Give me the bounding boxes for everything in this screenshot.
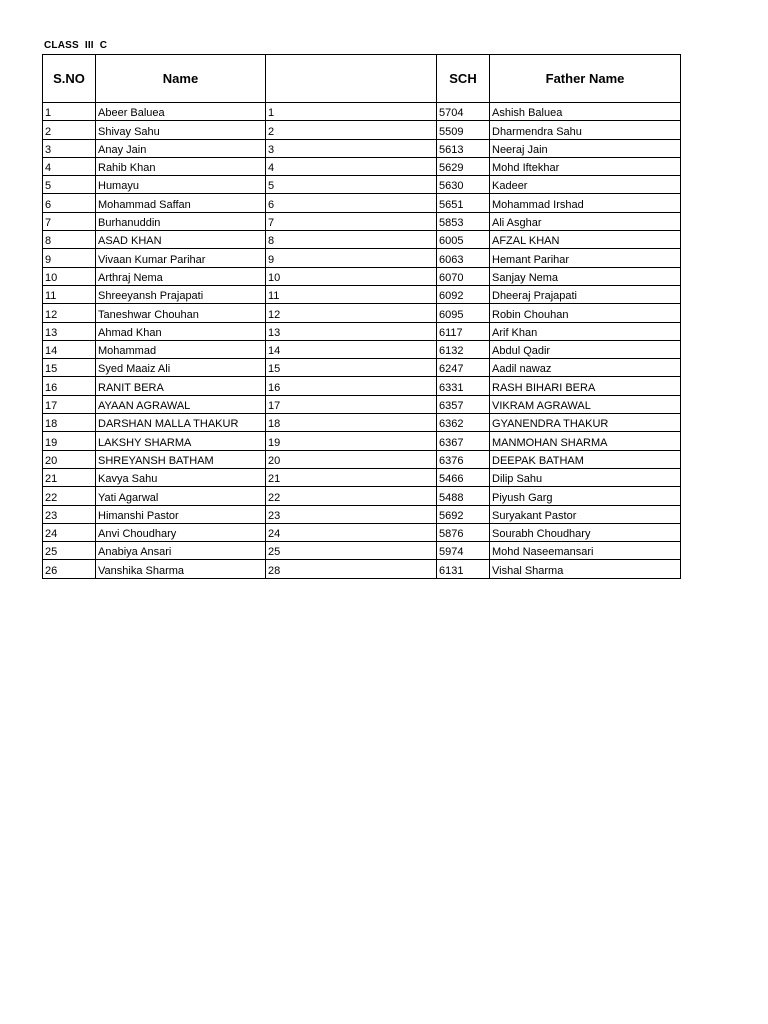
cell-father-name: Aadil nawaz	[490, 359, 681, 377]
cell-student-name: AYAAN AGRAWAL	[96, 395, 266, 413]
table-row	[43, 432, 681, 450]
cell-father-name: AFZAL KHAN	[490, 231, 681, 249]
cell-sch: 5488	[437, 487, 490, 505]
cell-roll: 4	[266, 157, 437, 175]
cell-father-name: Hemant Parihar	[490, 249, 681, 267]
cell-father-name: Mohd Naseemansari	[490, 542, 681, 560]
cell-student-name: Taneshwar Chouhan	[96, 304, 266, 322]
cell-roll: 18	[266, 414, 437, 432]
table-row	[43, 560, 681, 578]
cell-student-name: Vivaan Kumar Parihar	[96, 249, 266, 267]
cell-sno: 22	[43, 487, 96, 505]
cell-father-name: VIKRAM AGRAWAL	[490, 395, 681, 413]
table-row	[43, 304, 681, 322]
table-row	[43, 359, 681, 377]
header-sno: S.NO	[43, 55, 96, 103]
cell-father-name: Sanjay Nema	[490, 267, 681, 285]
cell-student-name: Humayu	[96, 176, 266, 194]
cell-sch: 6132	[437, 340, 490, 358]
cell-sno: 16	[43, 377, 96, 395]
cell-sch: 5466	[437, 468, 490, 486]
cell-roll: 15	[266, 359, 437, 377]
cell-father-name: Abdul Qadir	[490, 340, 681, 358]
cell-sch: 6376	[437, 450, 490, 468]
table-row	[43, 523, 681, 541]
cell-student-name: Abeer Baluea	[96, 103, 266, 121]
cell-sch: 6367	[437, 432, 490, 450]
header-sch: SCH	[437, 55, 490, 103]
cell-father-name: Dheeraj Prajapati	[490, 285, 681, 303]
cell-father-name: Piyush Garg	[490, 487, 681, 505]
cell-sch: 5974	[437, 542, 490, 560]
cell-sno: 7	[43, 212, 96, 230]
cell-sno: 15	[43, 359, 96, 377]
cell-roll: 16	[266, 377, 437, 395]
cell-sch: 5629	[437, 157, 490, 175]
cell-sno: 2	[43, 121, 96, 139]
cell-sno: 26	[43, 560, 96, 578]
cell-sch: 5853	[437, 212, 490, 230]
cell-sch: 5704	[437, 103, 490, 121]
table-row	[43, 212, 681, 230]
table-row	[43, 285, 681, 303]
roster-body	[43, 103, 681, 579]
cell-sch: 6117	[437, 322, 490, 340]
cell-student-name: Arthraj Nema	[96, 267, 266, 285]
cell-sno: 3	[43, 139, 96, 157]
cell-father-name: Ali Asghar	[490, 212, 681, 230]
cell-sch: 5630	[437, 176, 490, 194]
cell-sch: 5509	[437, 121, 490, 139]
cell-student-name: RANIT BERA	[96, 377, 266, 395]
table-row	[43, 414, 681, 432]
cell-sch: 5651	[437, 194, 490, 212]
cell-sno: 12	[43, 304, 96, 322]
cell-sno: 6	[43, 194, 96, 212]
cell-roll: 10	[266, 267, 437, 285]
cell-father-name: Mohd Iftekhar	[490, 157, 681, 175]
table-row	[43, 249, 681, 267]
header-name: Name	[96, 55, 266, 103]
table-row	[43, 121, 681, 139]
cell-sno: 18	[43, 414, 96, 432]
cell-roll: 5	[266, 176, 437, 194]
cell-sch: 6131	[437, 560, 490, 578]
cell-father-name: Robin Chouhan	[490, 304, 681, 322]
cell-sno: 9	[43, 249, 96, 267]
cell-father-name: Kadeer	[490, 176, 681, 194]
table-row	[43, 267, 681, 285]
cell-student-name: Mohammad Saffan	[96, 194, 266, 212]
cell-roll: 28	[266, 560, 437, 578]
cell-father-name: Mohammad Irshad	[490, 194, 681, 212]
cell-father-name: Dilip Sahu	[490, 468, 681, 486]
cell-roll: 9	[266, 249, 437, 267]
header-father-name: Father Name	[490, 55, 681, 103]
cell-sno: 24	[43, 523, 96, 541]
cell-roll: 23	[266, 505, 437, 523]
cell-sno: 10	[43, 267, 96, 285]
cell-sno: 13	[43, 322, 96, 340]
cell-sch: 5692	[437, 505, 490, 523]
cell-father-name: Dharmendra Sahu	[490, 121, 681, 139]
cell-roll: 22	[266, 487, 437, 505]
cell-sno: 5	[43, 176, 96, 194]
cell-father-name: Arif Khan	[490, 322, 681, 340]
cell-sno: 21	[43, 468, 96, 486]
cell-student-name: Himanshi Pastor	[96, 505, 266, 523]
cell-father-name: Suryakant Pastor	[490, 505, 681, 523]
cell-father-name: RASH BIHARI BERA	[490, 377, 681, 395]
cell-sno: 4	[43, 157, 96, 175]
cell-sch: 6357	[437, 395, 490, 413]
cell-sno: 23	[43, 505, 96, 523]
cell-student-name: SHREYANSH BATHAM	[96, 450, 266, 468]
cell-student-name: Anabiya Ansari	[96, 542, 266, 560]
cell-sno: 8	[43, 231, 96, 249]
cell-sch: 6095	[437, 304, 490, 322]
student-roster-table	[42, 54, 681, 579]
cell-sno: 19	[43, 432, 96, 450]
cell-father-name: Sourabh Choudhary	[490, 523, 681, 541]
class-title: CLASS III C	[44, 40, 108, 51]
cell-student-name: LAKSHY SHARMA	[96, 432, 266, 450]
cell-roll: 14	[266, 340, 437, 358]
cell-student-name: Anvi Choudhary	[96, 523, 266, 541]
header-row	[43, 55, 681, 103]
table-row	[43, 487, 681, 505]
cell-student-name: Anay Jain	[96, 139, 266, 157]
cell-sno: 25	[43, 542, 96, 560]
cell-student-name: Syed Maaiz Ali	[96, 359, 266, 377]
table-row	[43, 542, 681, 560]
cell-roll: 24	[266, 523, 437, 541]
cell-student-name: Ahmad Khan	[96, 322, 266, 340]
cell-student-name: Vanshika Sharma	[96, 560, 266, 578]
table-row	[43, 395, 681, 413]
cell-roll: 20	[266, 450, 437, 468]
cell-sno: 17	[43, 395, 96, 413]
cell-student-name: Burhanuddin	[96, 212, 266, 230]
cell-student-name: Shreeyansh Prajapati	[96, 285, 266, 303]
table-row	[43, 377, 681, 395]
cell-sch: 6362	[437, 414, 490, 432]
table-row	[43, 468, 681, 486]
cell-roll: 2	[266, 121, 437, 139]
cell-student-name: ASAD KHAN	[96, 231, 266, 249]
cell-sch: 6063	[437, 249, 490, 267]
cell-sch: 6005	[437, 231, 490, 249]
cell-roll: 7	[266, 212, 437, 230]
cell-roll: 8	[266, 231, 437, 249]
cell-sno: 14	[43, 340, 96, 358]
cell-father-name: DEEPAK BATHAM	[490, 450, 681, 468]
cell-student-name: Yati Agarwal	[96, 487, 266, 505]
cell-sch: 6070	[437, 267, 490, 285]
cell-father-name: Ashish Baluea	[490, 103, 681, 121]
cell-student-name: Kavya Sahu	[96, 468, 266, 486]
cell-student-name: Rahib Khan	[96, 157, 266, 175]
cell-roll: 12	[266, 304, 437, 322]
cell-sch: 6331	[437, 377, 490, 395]
table-row	[43, 103, 681, 121]
cell-sch: 5876	[437, 523, 490, 541]
cell-student-name: Mohammad	[96, 340, 266, 358]
cell-sno: 20	[43, 450, 96, 468]
table-row	[43, 505, 681, 523]
table-row	[43, 176, 681, 194]
cell-father-name: Neeraj Jain	[490, 139, 681, 157]
cell-sno: 11	[43, 285, 96, 303]
table-row	[43, 322, 681, 340]
cell-roll: 13	[266, 322, 437, 340]
table-row	[43, 231, 681, 249]
cell-sno: 1	[43, 103, 96, 121]
cell-student-name: Shivay Sahu	[96, 121, 266, 139]
cell-father-name: MANMOHAN SHARMA	[490, 432, 681, 450]
cell-roll: 21	[266, 468, 437, 486]
header-roll	[266, 55, 437, 103]
cell-father-name: GYANENDRA THAKUR	[490, 414, 681, 432]
cell-roll: 19	[266, 432, 437, 450]
table-row	[43, 139, 681, 157]
cell-sch: 6247	[437, 359, 490, 377]
table-row	[43, 340, 681, 358]
table-row	[43, 450, 681, 468]
cell-student-name: DARSHAN MALLA THAKUR	[96, 414, 266, 432]
cell-roll: 3	[266, 139, 437, 157]
table-row	[43, 157, 681, 175]
cell-sch: 5613	[437, 139, 490, 157]
cell-sch: 6092	[437, 285, 490, 303]
table-row	[43, 194, 681, 212]
cell-roll: 6	[266, 194, 437, 212]
cell-roll: 17	[266, 395, 437, 413]
cell-father-name: Vishal Sharma	[490, 560, 681, 578]
cell-roll: 11	[266, 285, 437, 303]
cell-roll: 1	[266, 103, 437, 121]
cell-roll: 25	[266, 542, 437, 560]
